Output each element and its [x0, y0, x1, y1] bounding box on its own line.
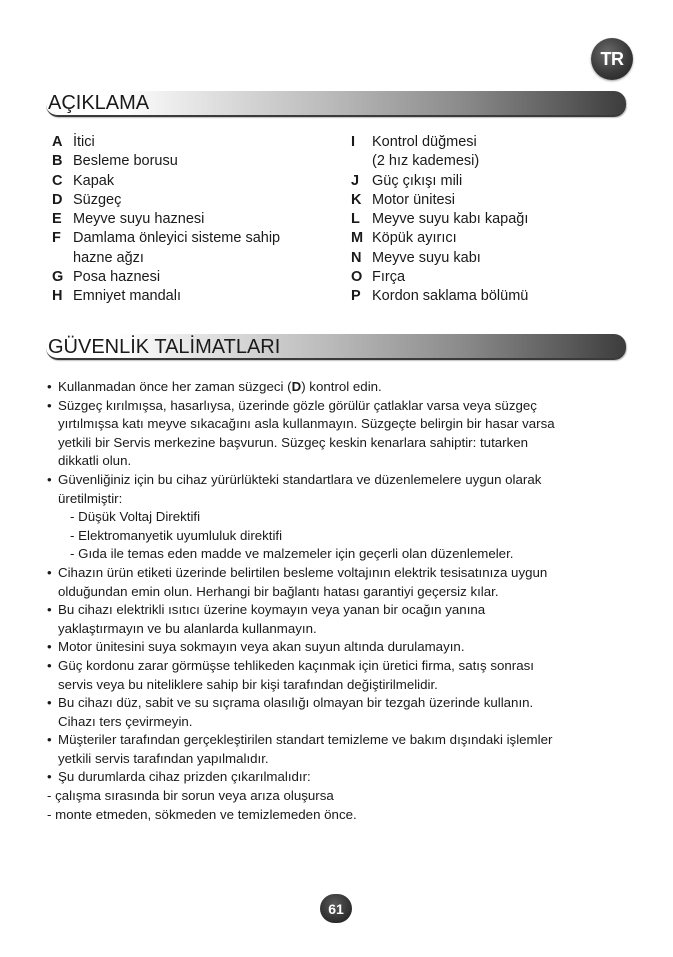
part-label: Emniyet mandalı — [73, 288, 181, 305]
part-letter: L — [351, 211, 360, 228]
bullet: • — [47, 769, 52, 785]
instruction-line: Bu cihazı elektrikli ısıtıcı üzerine koymayın veya yanan bir ocağın yanına — [58, 602, 486, 618]
part-item — [351, 133, 641, 172]
instruction-item — [47, 768, 632, 787]
part-label-line: hazne ağzı — [73, 249, 144, 266]
part-item — [52, 133, 332, 152]
part-letter: B — [52, 153, 63, 170]
instruction-line: Müşteriler tarafından gerçekleştirilen standart temizleme ve bakım dışındaki işlemler — [58, 732, 553, 748]
instruction-line: olduğundan emin olun. Herhangi bir bağlantı hatası garantiyi geçersiz kılar. — [58, 583, 499, 599]
page-number: 61 — [320, 894, 352, 923]
part-letter: A — [52, 134, 63, 150]
instruction-item — [47, 564, 632, 601]
part-item — [351, 287, 641, 306]
instruction-line: Süzgeç kırılmışsa, hasarlıysa, üzerinde gözle görülür çatlaklar varsa veya süzgeç — [58, 397, 537, 413]
part-item — [52, 191, 332, 210]
part-item — [52, 287, 332, 306]
part-letter: E — [52, 211, 62, 228]
instruction-line: Güç kordonu zarar görmüşse tehlikeden kaçınmak için üretici firma, satış sonrası — [58, 657, 534, 673]
instruction-line: Cihazı ters çevirmeyin. — [58, 713, 193, 729]
instruction-line: yetkili servis tarafından yapılmalıdır. — [58, 750, 269, 766]
instruction-item — [47, 378, 632, 397]
part-item — [52, 210, 332, 229]
part-item — [52, 229, 332, 268]
instruction-item — [47, 601, 632, 638]
part-letter: M — [351, 230, 364, 247]
parts-list-left — [52, 133, 332, 307]
part-label: Kordon saklama bölümü — [372, 288, 529, 305]
part-item — [351, 191, 641, 210]
language-badge: TR — [591, 38, 633, 80]
part-item — [351, 172, 641, 191]
part-letter: N — [351, 249, 362, 266]
part-item — [52, 152, 332, 171]
part-label: Fırça — [372, 269, 406, 286]
part-label: Meyve suyu kabı — [372, 249, 481, 266]
part-label: Motor ünitesi — [372, 191, 456, 208]
part-letter: O — [351, 269, 363, 286]
part-letter: P — [351, 288, 361, 305]
part-label: İtici — [73, 134, 95, 150]
parts-list-right — [351, 133, 641, 307]
bullet: • — [47, 732, 52, 748]
part-label — [372, 133, 641, 172]
part-letter: D — [52, 191, 63, 208]
instruction-item — [47, 471, 632, 564]
instruction-line: yetkili bir Servis merkezine başvurun. Süzgeç keskin kenarlara sahiptir: tutarken — [58, 434, 529, 450]
instruction-item — [47, 694, 632, 731]
instruction-text: ) kontrol edin. — [301, 379, 382, 394]
bullet: • — [47, 695, 52, 711]
safety-title: GÜVENLİK TALİMATLARI — [48, 336, 281, 358]
bullet: • — [47, 471, 52, 487]
part-label: Güç çıkışı mili — [372, 172, 463, 189]
part-item — [52, 172, 332, 191]
part-label: Posa haznesi — [73, 269, 161, 286]
bullet: • — [47, 657, 52, 673]
part-item — [351, 268, 641, 287]
part-label: Meyve suyu haznesi — [73, 211, 205, 228]
instruction-line: Bu cihazı düz, sabit ve su sıçrama olasılığı olmayan bir tezgah üzerinde kullanın. — [58, 695, 534, 711]
part-letter: J — [351, 172, 360, 189]
directive-item: - Gıda ile temas eden madde ve malzemeler için geçerli olan düzenlemeler. — [70, 546, 514, 562]
instruction-item — [47, 731, 632, 768]
instruction-item — [47, 657, 632, 694]
instruction-line: üretilmiştir: — [58, 490, 123, 506]
bullet: • — [47, 379, 52, 394]
part-letter: G — [52, 269, 64, 286]
instruction-text: Kullanmadan önce her zaman süzgeci ( — [58, 379, 292, 394]
part-label-line: Damlama önleyici sisteme sahip — [73, 230, 281, 247]
part-letter: I — [351, 134, 356, 150]
part-label-line: (2 hız kademesi) — [372, 153, 480, 170]
condition-item: - çalışma sırasında bir sorun veya arıza oluşursa — [47, 788, 334, 804]
bullet: • — [47, 639, 52, 655]
part-label: Meyve suyu kabı kapağı — [372, 211, 529, 228]
part-letter: H — [52, 288, 63, 305]
bullet: • — [47, 602, 52, 618]
condition-item: - monte etmeden, sökmeden ve temizlemeden önce. — [47, 806, 357, 822]
description-title: AÇIKLAMA — [48, 92, 150, 114]
bullet: • — [47, 397, 52, 413]
instruction-line: Cihazın ürün etiketi üzerinde belirtilen besleme voltajının elektrik tesisatınıza uygun — [58, 564, 548, 580]
instruction-bold: D — [291, 379, 302, 394]
instruction-line: dikkatli olun. — [58, 453, 132, 469]
part-label — [73, 229, 332, 268]
part-letter: F — [52, 230, 61, 247]
part-label: Kapak — [73, 172, 115, 189]
part-item — [351, 249, 641, 268]
bullet: • — [47, 564, 52, 580]
instruction-line: yaklaştırmayın ve bu alanlarda kullanmayın. — [58, 620, 317, 636]
part-letter: K — [351, 191, 362, 208]
part-label: Süzgeç — [73, 191, 122, 208]
instruction-line: Güvenliğiniz için bu cihaz yürürlükteki standartlara ve düzenlemelere uygun olarak — [58, 471, 542, 487]
part-label: Köpük ayırıcı — [372, 230, 457, 247]
instruction-item — [47, 397, 632, 471]
instruction-line: Motor ünitesini suya sokmayın veya akan suyun altında durulamayın. — [58, 639, 465, 655]
instruction-line: Şu durumlarda cihaz prizden çıkarılmalıdır: — [58, 769, 311, 785]
instruction-item — [47, 638, 632, 657]
instruction-line: yırtılmışsa katı meyve sıkacağını asla kullanmayın. Süzgeçte belirgin bir hasar varsa — [58, 416, 555, 432]
directive-item: - Düşük Voltaj Direktifi — [70, 509, 201, 525]
part-item — [351, 210, 641, 229]
part-label-line: Kontrol düğmesi — [372, 134, 477, 150]
instruction-line: servis veya bu niteliklere sahip bir kişi tarafından değiştirilmelidir. — [58, 676, 438, 692]
part-letter: C — [52, 172, 63, 189]
directive-item: - Elektromanyetik uyumluluk direktifi — [70, 527, 283, 543]
part-item — [351, 229, 641, 248]
part-item — [52, 268, 332, 287]
safety-instructions — [47, 378, 632, 824]
part-label: Besleme borusu — [73, 153, 178, 170]
